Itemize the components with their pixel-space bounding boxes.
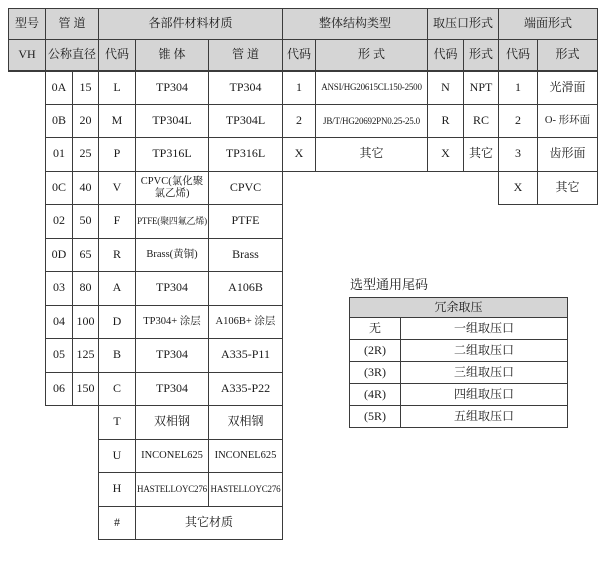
size-code-cell: 02 (46, 205, 73, 239)
empty-cell (46, 406, 73, 440)
empty-cell (538, 439, 598, 473)
empty-cell (428, 473, 464, 507)
suffix-desc-cell: 三组取压口 (401, 362, 568, 384)
suffix-desc-cell: 二组取压口 (401, 340, 568, 362)
cone-material-cell: TP304+ 涂层 (136, 305, 209, 339)
empty-cell (9, 406, 46, 440)
dn-cell: 65 (73, 238, 99, 272)
pipe-material-cell: TP304 (209, 71, 283, 105)
table-row (9, 439, 598, 473)
empty-cell (73, 439, 99, 473)
empty-cell (316, 506, 428, 540)
tap-group-header: 取压口形式 (428, 9, 499, 40)
empty-cell (283, 506, 316, 540)
empty-cell (283, 171, 316, 205)
empty-cell (73, 473, 99, 507)
empty-cell (538, 506, 598, 540)
face-form-header: 形式 (538, 40, 598, 71)
table-row (9, 171, 598, 205)
empty-cell (464, 473, 499, 507)
dn-cell: 50 (73, 205, 99, 239)
material-code-cell: V (99, 171, 136, 205)
empty-cell (9, 138, 46, 172)
empty-cell (9, 205, 46, 239)
material-code-header: 代码 (99, 40, 136, 71)
empty-cell (283, 406, 316, 440)
dn-cell: 100 (73, 305, 99, 339)
cone-header: 锥 体 (136, 40, 209, 71)
empty-cell (499, 473, 538, 507)
empty-cell (73, 506, 99, 540)
empty-cell (73, 406, 99, 440)
tap-form-header: 形式 (464, 40, 499, 71)
empty-cell (316, 171, 428, 205)
redundant-tap-header: 冗余取压 (350, 298, 568, 318)
pipe-material-cell: PTFE (209, 205, 283, 239)
suffix-code-cell: (3R) (350, 362, 401, 384)
empty-cell (499, 205, 538, 239)
cone-material-cell: PTFE(聚四氟乙烯) (136, 205, 209, 239)
empty-cell (464, 238, 499, 272)
table-row (9, 104, 598, 138)
empty-cell (283, 305, 316, 339)
dn-cell: 40 (73, 171, 99, 205)
structure-code-header: 代码 (283, 40, 316, 71)
material-code-cell: A (99, 272, 136, 306)
table-row (9, 473, 598, 507)
pipe-material-cell: Brass (209, 238, 283, 272)
materials-group-header: 各部件材料材质 (99, 9, 283, 40)
table-row (350, 318, 568, 340)
size-code-cell: 01 (46, 138, 73, 172)
empty-cell (316, 473, 428, 507)
dn-cell: 25 (73, 138, 99, 172)
cone-material-cell: TP304 (136, 372, 209, 406)
table-row (9, 205, 598, 239)
structure-code-cell: 1 (283, 71, 316, 105)
empty-cell (283, 339, 316, 373)
table-row (350, 384, 568, 406)
empty-cell (9, 238, 46, 272)
empty-cell (538, 473, 598, 507)
empty-cell (9, 339, 46, 373)
header-row-groups (9, 9, 598, 40)
empty-cell (9, 473, 46, 507)
empty-cell (283, 205, 316, 239)
tap-code-cell: X (428, 138, 464, 172)
dn-header: 公称直径 (46, 40, 99, 71)
material-code-cell: T (99, 406, 136, 440)
empty-cell (538, 205, 598, 239)
pipe-material-cell: TP316L (209, 138, 283, 172)
face-code-cell: 1 (499, 71, 538, 105)
empty-cell (428, 439, 464, 473)
material-code-cell: C (99, 372, 136, 406)
material-code-cell: L (99, 71, 136, 105)
cone-material-cell: TP316L (136, 138, 209, 172)
empty-cell (499, 439, 538, 473)
structure-form-cell: 其它 (316, 138, 428, 172)
empty-cell (316, 439, 428, 473)
face-code-cell: X (499, 171, 538, 205)
empty-cell (283, 439, 316, 473)
empty-cell (464, 439, 499, 473)
empty-cell (316, 205, 428, 239)
pipe-group-header: 管 道 (46, 9, 99, 40)
material-code-cell: U (99, 439, 136, 473)
cone-material-cell: CPVC(氯化聚氯乙烯) (136, 171, 209, 205)
model-group-header: 型号 (9, 9, 46, 40)
empty-cell (499, 506, 538, 540)
suffix-code-cell: (2R) (350, 340, 401, 362)
material-code-cell: R (99, 238, 136, 272)
structure-form-header: 形 式 (316, 40, 428, 71)
model-value-cell: VH (9, 40, 46, 71)
face-code-cell: 2 (499, 104, 538, 138)
size-code-cell: 03 (46, 272, 73, 306)
dn-cell: 20 (73, 104, 99, 138)
size-code-cell: 06 (46, 372, 73, 406)
table-row (350, 406, 568, 428)
size-code-cell: 0C (46, 171, 73, 205)
size-code-cell: 04 (46, 305, 73, 339)
empty-cell (46, 473, 73, 507)
empty-cell (46, 506, 73, 540)
empty-cell (428, 238, 464, 272)
empty-cell (9, 171, 46, 205)
table-row (350, 362, 568, 384)
empty-cell (428, 205, 464, 239)
pipe-material-cell: A106B+ 涂层 (209, 305, 283, 339)
dn-cell: 125 (73, 339, 99, 373)
face-form-cell: O- 形环面 (538, 104, 598, 138)
face-group-header: 端面形式 (499, 9, 598, 40)
pipe-material-cell: A335-P11 (209, 339, 283, 373)
other-material-cell: 其它材质 (136, 506, 283, 540)
suffix-header-row (350, 298, 568, 318)
size-code-cell: 0A (46, 71, 73, 105)
size-code-cell: 0D (46, 238, 73, 272)
structure-form-cell: ANSI/HG20615CL150-2500 (316, 71, 428, 105)
empty-cell (283, 238, 316, 272)
cone-material-cell: TP304 (136, 272, 209, 306)
model-selection-table (8, 8, 598, 540)
material-code-cell: # (99, 506, 136, 540)
table-row (9, 238, 598, 272)
cone-material-cell: TP304L (136, 104, 209, 138)
tap-code-cell: N (428, 71, 464, 105)
empty-cell (464, 205, 499, 239)
suffix-desc-cell: 一组取压口 (401, 318, 568, 340)
size-code-cell: 05 (46, 339, 73, 373)
structure-form-cell: JB/T/HG20692PN0.25-25.0 (316, 104, 428, 138)
face-form-cell: 其它 (538, 171, 598, 205)
tap-code-cell: R (428, 104, 464, 138)
face-form-cell: 光滑面 (538, 71, 598, 105)
tap-form-cell: RC (464, 104, 499, 138)
pipe-material-cell: CPVC (209, 171, 283, 205)
cone-material-cell: INCONEL625 (136, 439, 209, 473)
table-row (9, 138, 598, 172)
empty-cell (9, 506, 46, 540)
empty-cell (538, 238, 598, 272)
table-row (350, 340, 568, 362)
empty-cell (428, 506, 464, 540)
empty-cell (9, 71, 46, 105)
suffix-table-title: 选型通用尾码 (350, 277, 429, 292)
suffix-code-cell: 无 (350, 318, 401, 340)
structure-group-header: 整体结构类型 (283, 9, 428, 40)
face-code-cell: 3 (499, 138, 538, 172)
pipe-material-cell: A106B (209, 272, 283, 306)
empty-cell (283, 372, 316, 406)
tap-code-header: 代码 (428, 40, 464, 71)
pipe-material-cell: TP304L (209, 104, 283, 138)
material-code-cell: H (99, 473, 136, 507)
material-code-cell: M (99, 104, 136, 138)
pipe-material-cell: HASTELLOYC276 (209, 473, 283, 507)
cone-material-cell: TP304 (136, 71, 209, 105)
empty-cell (283, 272, 316, 306)
empty-cell (9, 372, 46, 406)
suffix-desc-cell: 五组取压口 (401, 406, 568, 428)
cone-material-cell: Brass(黄铜) (136, 238, 209, 272)
suffix-code-cell: (5R) (350, 406, 401, 428)
material-code-cell: P (99, 138, 136, 172)
pipe-material-cell: A335-P22 (209, 372, 283, 406)
table-row (9, 71, 598, 105)
tap-form-cell: NPT (464, 71, 499, 105)
face-form-cell: 齿形面 (538, 138, 598, 172)
empty-cell (9, 439, 46, 473)
tap-form-cell: 其它 (464, 138, 499, 172)
empty-cell (9, 272, 46, 306)
material-code-cell: F (99, 205, 136, 239)
empty-cell (464, 171, 499, 205)
cone-material-cell: HASTELLOYC276 (136, 473, 209, 507)
empty-cell (46, 439, 73, 473)
header-row-columns (9, 40, 598, 71)
empty-cell (9, 104, 46, 138)
suffix-code-table (349, 297, 568, 428)
structure-code-cell: 2 (283, 104, 316, 138)
table-row (9, 506, 598, 540)
pipe-material-cell: INCONEL625 (209, 439, 283, 473)
pipe-header: 管 道 (209, 40, 283, 71)
face-code-header: 代码 (499, 40, 538, 71)
empty-cell (428, 171, 464, 205)
material-code-cell: D (99, 305, 136, 339)
cone-material-cell: 双相钢 (136, 406, 209, 440)
suffix-code-cell: (4R) (350, 384, 401, 406)
structure-code-cell: X (283, 138, 316, 172)
dn-cell: 150 (73, 372, 99, 406)
material-code-cell: B (99, 339, 136, 373)
cone-material-cell: TP304 (136, 339, 209, 373)
empty-cell (9, 305, 46, 339)
dn-cell: 15 (73, 71, 99, 105)
suffix-desc-cell: 四组取压口 (401, 384, 568, 406)
dn-cell: 80 (73, 272, 99, 306)
empty-cell (499, 238, 538, 272)
empty-cell (464, 506, 499, 540)
pipe-material-cell: 双相钢 (209, 406, 283, 440)
empty-cell (316, 238, 428, 272)
empty-cell (283, 473, 316, 507)
size-code-cell: 0B (46, 104, 73, 138)
